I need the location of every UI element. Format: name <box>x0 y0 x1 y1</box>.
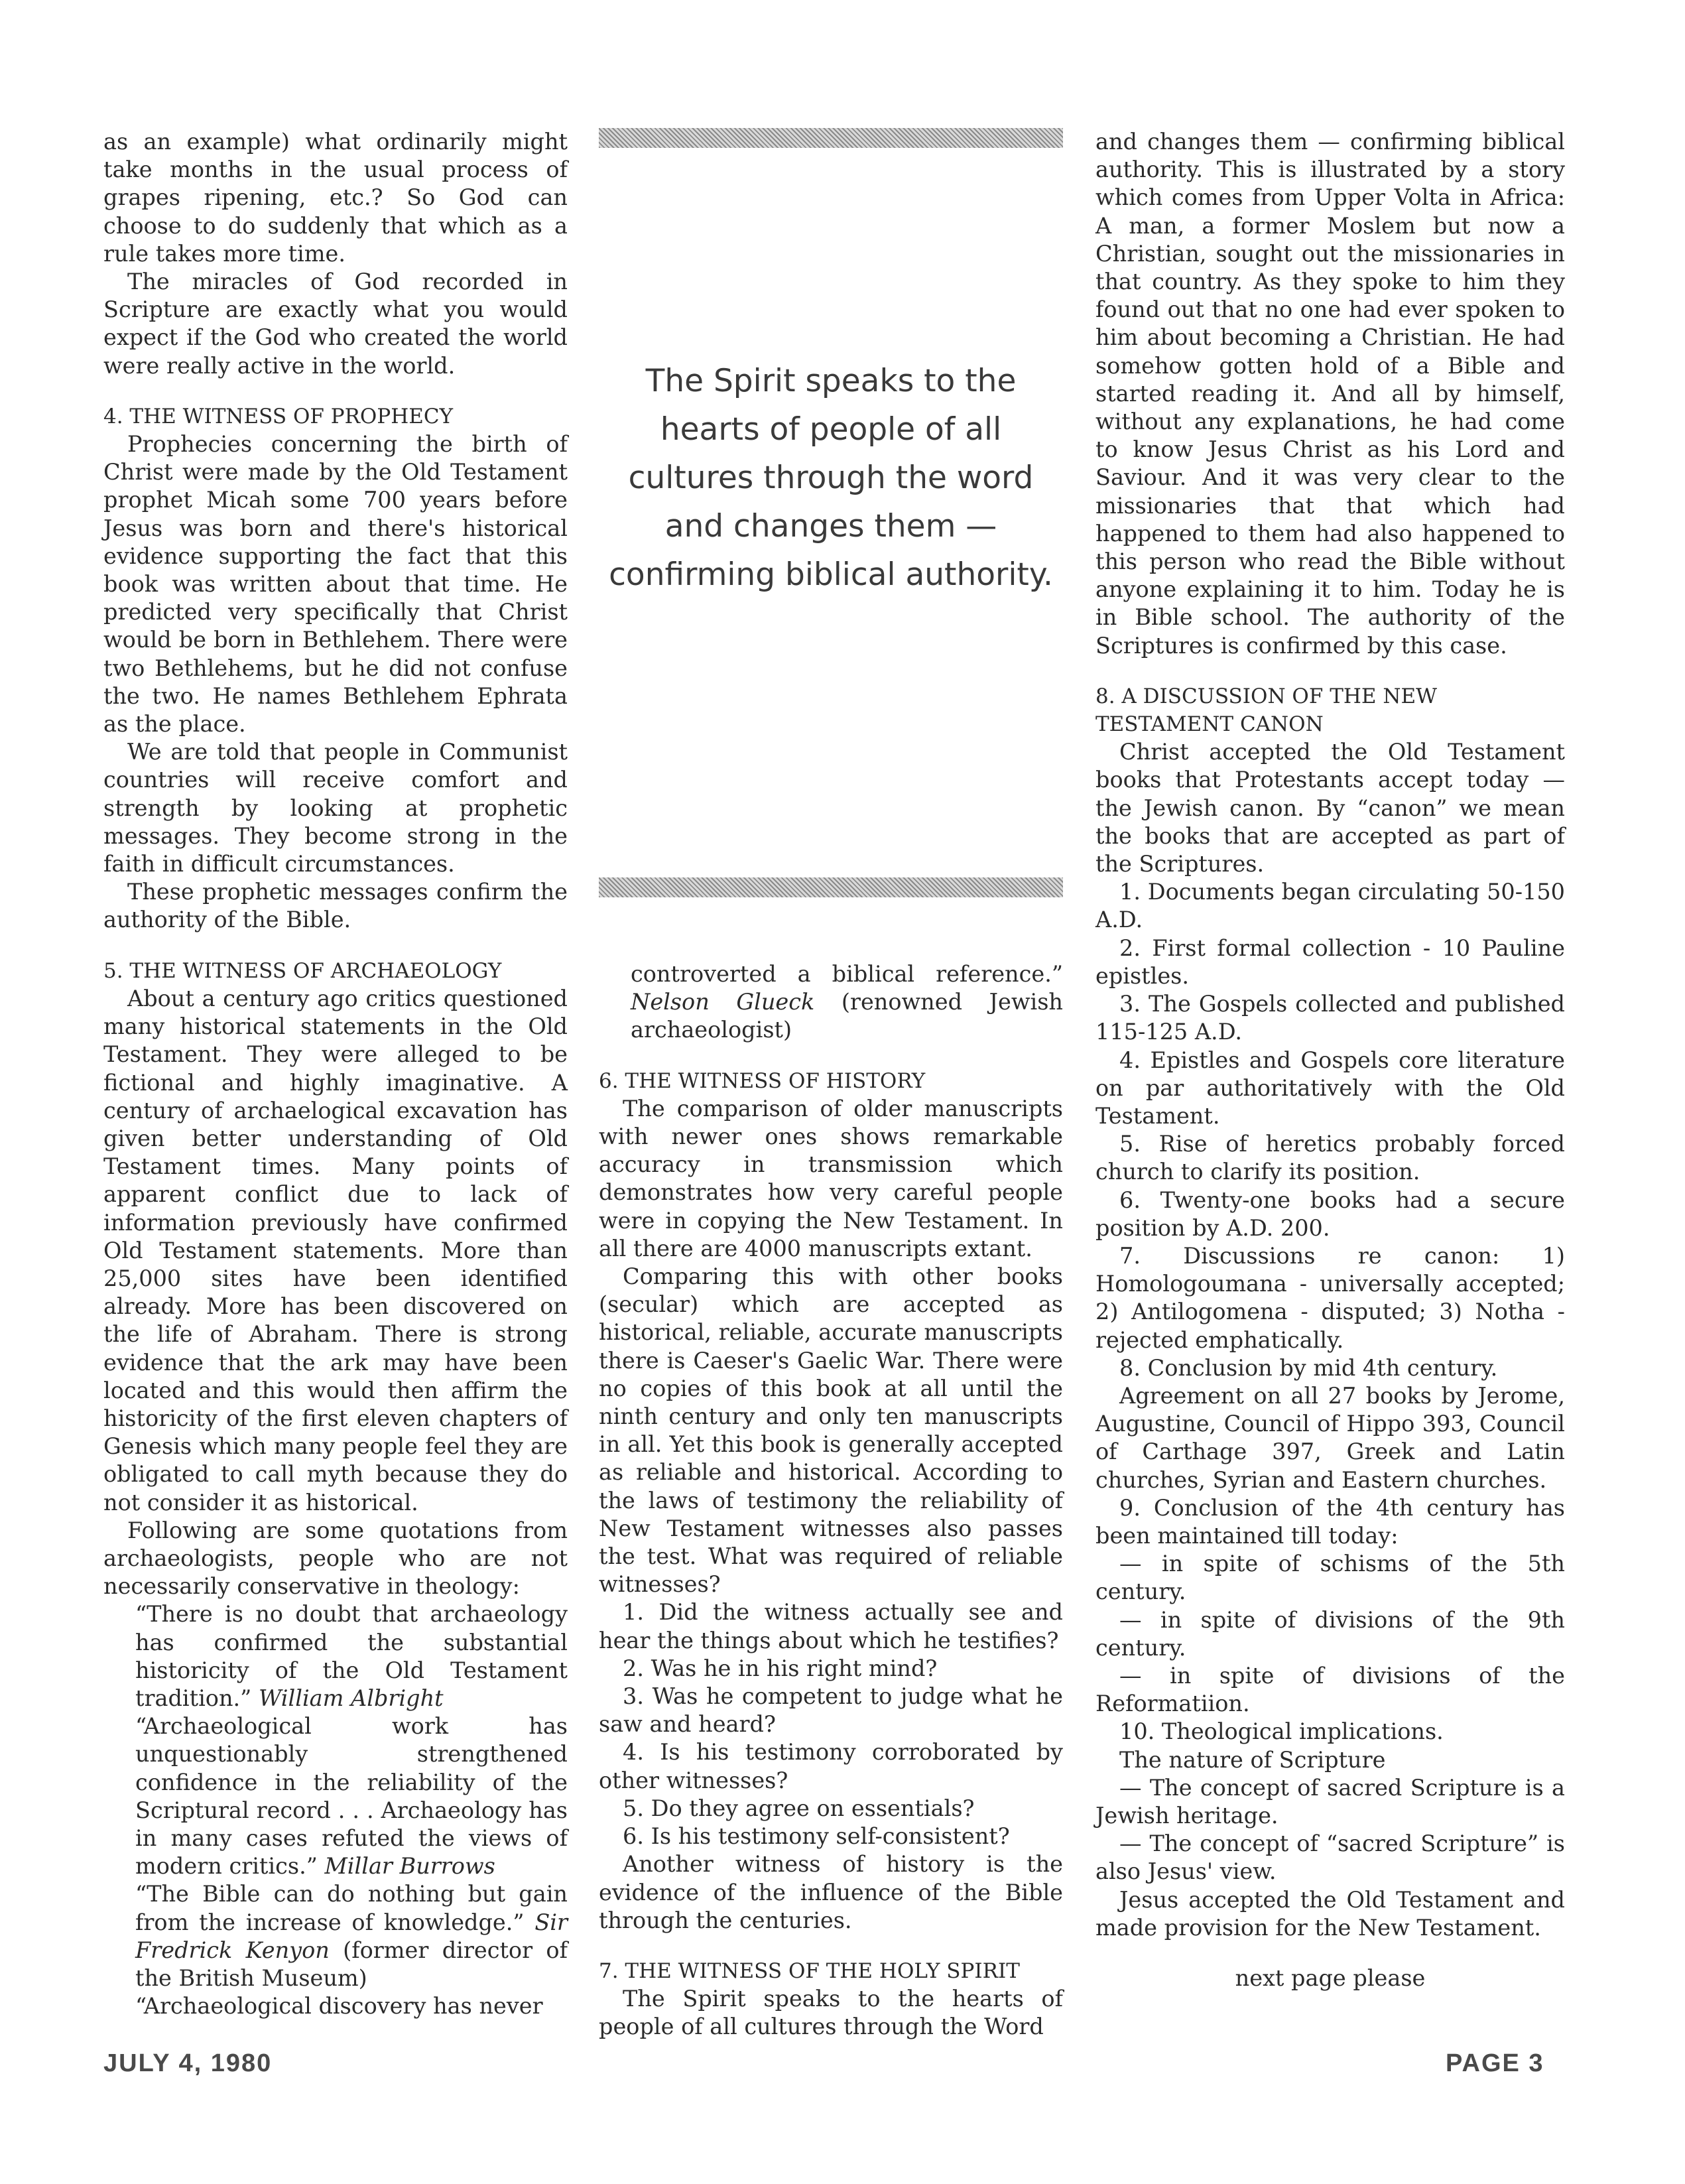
paragraph: We are told that people in Communist countries will receive comfort and strength by looking at prophetic messages. They become strong in the faith in difficult circumstances. <box>103 739 568 877</box>
hatched-rule-top <box>599 128 1063 148</box>
quote-text: “There is no doubt that archaeology has confirmed the substantial historicity of the Old Testament tradition.” <box>135 1601 568 1711</box>
paragraph: Following are some quotations from archaeologists, people who are not necessarily conservative in theology: <box>103 1517 568 1600</box>
paragraph: The miracles of God recorded in Scripture are exactly what you would expect if the God who created the world were really active in the world. <box>103 269 568 379</box>
quote-text: “Archaeological work has unquestionably strengthened confidence in the reliability of the Scriptural record . . . Archaeology has in many cases refuted the views of modern critics.” <box>135 1713 568 1880</box>
paragraph: The nature of Scripture <box>1119 1746 1386 1773</box>
column-1 <box>103 128 568 2020</box>
section-heading-canon: 8. A DISCUSSION OF THE NEW TESTAMENT CANON <box>1095 684 1438 737</box>
section-heading-history: 6. THE WITNESS OF HISTORY <box>599 1068 926 1093</box>
dash-item: — The concept of “sacred Scripture” is also Jesus' view. <box>1095 1831 1565 1885</box>
dash-item: — The concept of sacred Scripture is a Jewish heritage. <box>1095 1774 1565 1829</box>
continued-note: next page please <box>1235 1965 1426 1991</box>
list-item: 4. Is his testimony corroborated by other witnesses? <box>599 1739 1063 1793</box>
pull-quote: The Spirit speaks to the hearts of people of all cultures through the word and changes them — confirming biblical authority. <box>609 363 1053 593</box>
paragraph: The Spirit speaks to the hearts of people of all cultures through the Word <box>599 1986 1063 2040</box>
quote-text: controverted a biblical reference.” <box>631 961 1063 987</box>
column-2 <box>599 960 1063 2041</box>
paragraph: Another witness of history is the evidence of the influence of the Bible through the centuries. <box>599 1851 1063 1933</box>
list-item: 1. Documents began circulating 50-150 A.D. <box>1095 879 1565 933</box>
section-heading-archaeology: 5. THE WITNESS OF ARCHAEOLOGY <box>103 958 502 983</box>
list-item: 6. Is his testimony self-consistent? <box>623 1823 1010 1850</box>
quote-attribution: Nelson Glueck <box>631 989 815 1015</box>
paragraph: About a century ago critics questioned many historical statements in the Old Testament. They were alleged to be fictional and highly imaginative. A century of archaelogical excavation has given better understanding of Old Testament times. Many points of apparent conflict due to lack of information previously have confirmed Old Testament statements. More than 25,000 sites have been identified already. More has been discovered on the life of Abraham. There is strong evidence that the ark may have been located and this would then affirm the historicity of the first eleven chapters of Genesis which many people feel they are obligated to call myth because they do not consider it as historical. <box>103 985 568 1515</box>
list-item: 5. Rise of heretics probably forced church to clarify its position. <box>1095 1131 1565 1185</box>
list-item: 7. Discussions re canon: 1) Homologoumana - universally accepted; 2) Antilogomena - disputed; 3) Notha - rejected emphatically. <box>1095 1242 1565 1353</box>
list-item: 10. Theological implications. <box>1119 1718 1444 1745</box>
paragraph: These prophetic messages confirm the authority of the Bible. <box>103 879 568 933</box>
list-item: 8. Conclusion by mid 4th century. <box>1119 1354 1498 1381</box>
quote-attribution: Millar Burrows <box>324 1853 495 1880</box>
paragraph: The comparison of older manuscripts with newer ones shows remarkable accuracy in transmission which demonstrates how very careful people were in copying the New Testament. In all there are 4000 manuscripts extant. <box>599 1095 1063 1261</box>
quotation-continued <box>599 960 1063 1045</box>
quote-text: “The Bible can do nothing but gain from the increase of knowledge.” <box>135 1881 568 1935</box>
section-heading-holy-spirit: 7. THE WITNESS OF THE HOLY SPIRIT <box>599 1959 1020 1983</box>
issue-date: JULY 4, 1980 <box>103 2049 273 2077</box>
quotation: “Archaeological discovery has never <box>135 1993 543 2020</box>
quote-attribution: William Albright <box>258 1685 444 1711</box>
hatched-rule-bottom <box>599 877 1063 897</box>
list-item: 1. Did the witness actually see and hear the things about which he testifies? <box>599 1599 1063 1653</box>
quotation <box>103 1880 568 1992</box>
list-item: 5. Do they agree on essentials? <box>623 1795 975 1821</box>
dash-item: — in spite of divisions of the 9th century. <box>1095 1606 1565 1661</box>
quote-attribution-note: (former director of the British Museum) <box>135 1937 568 1991</box>
list-item: 2. Was he in his right mind? <box>623 1655 938 1681</box>
paragraph: and changes them — confirming biblical authority. This is illustrated by a story which comes from Upper Volta in Africa: A man, a former Moslem but now a Christian, sought out the missionaries in that country. As they spoke to him they found out that no one had ever spoken to him about becoming a Christian. He had somehow gotten hold of a Bible and started reading it. And all by himself, without any explanations, he had come to know Jesus Christ as his Lord and Saviour. And it was very clear to the missionaries that that which had happened to them had also happened to this person who read the Bible without anyone explaining it to him. Today he is in Bible school. The authority of the Scriptures is confirmed by this case. <box>1095 129 1565 659</box>
paragraph: Agreement on all 27 books by Jerome, Augustine, Council of Hippo 393, Council of Carthage 397, Greek and Latin churches, Syrian and Eastern churches. <box>1095 1382 1565 1493</box>
paragraph: Comparing this with other books (secular) which are accepted as historical, reliable, accurate manuscripts there is Caeser's Gaelic War. There were no copies of this book at all until the ninth century and only ten manuscripts in all. Yet this book is generally accepted as reliable and historical. According to the laws of testimony the reliability of New Testament witnesses also passes the test. What was required of reliable witnesses? <box>599 1263 1063 1598</box>
quotation <box>103 1712 568 1880</box>
list-item: 3. Was he competent to judge what he saw and heard? <box>599 1683 1063 1738</box>
dash-item: — in spite of divisions of the Reformatiion. <box>1095 1662 1565 1717</box>
paragraph: Prophecies concerning the birth of Christ were made by the Old Testament prophet Micah some 700 years before Jesus was born and there's historical evidence supporting the fact that this book was written about that time. He predicted very specifically that Christ would be born in Bethlehem. There were two Bethlehems, but he did not confuse the two. He names Bethlehem Ephrata as the place. <box>103 431 568 738</box>
paragraph: Jesus accepted the Old Testament and made provision for the New Testament. <box>1095 1886 1565 1941</box>
list-item: 4. Epistles and Gospels core literature on par authoritatively with the Old Testament. <box>1095 1047 1565 1129</box>
paragraph: as an example) what ordinarily might take months in the usual process of grapes ripening, etc.? So God can choose to do suddenly that which as a rule takes more time. <box>103 129 568 267</box>
paragraph: Christ accepted the Old Testament books that Protestants accept today — the Jewish canon. By “canon” we mean the books that are accepted as part of the Scriptures. <box>1095 739 1565 877</box>
page-number: PAGE 3 <box>1446 2049 1544 2077</box>
quote-attribution-note: (renowned Jewish archaeologist) <box>631 989 1064 1043</box>
quote-attribution: Sir Fredrick Kenyon <box>135 1909 568 1963</box>
section-heading-prophecy: 4. THE WITNESS OF PROPHECY <box>103 404 454 428</box>
pull-quote-box <box>599 128 1063 897</box>
list-item: 2. First formal collection - 10 Pauline epistles. <box>1095 934 1565 989</box>
column-3 <box>1095 128 1565 1992</box>
list-item: 9. Conclusion of the 4th century has been maintained till today: <box>1095 1494 1565 1549</box>
dash-item: — in spite of schisms of the 5th century. <box>1095 1551 1565 1605</box>
quotation <box>103 1600 568 1712</box>
list-item: 6. Twenty-one books had a secure position by A.D. 200. <box>1095 1187 1565 1241</box>
list-item: 3. The Gospels collected and published 115-125 A.D. <box>1095 991 1565 1045</box>
